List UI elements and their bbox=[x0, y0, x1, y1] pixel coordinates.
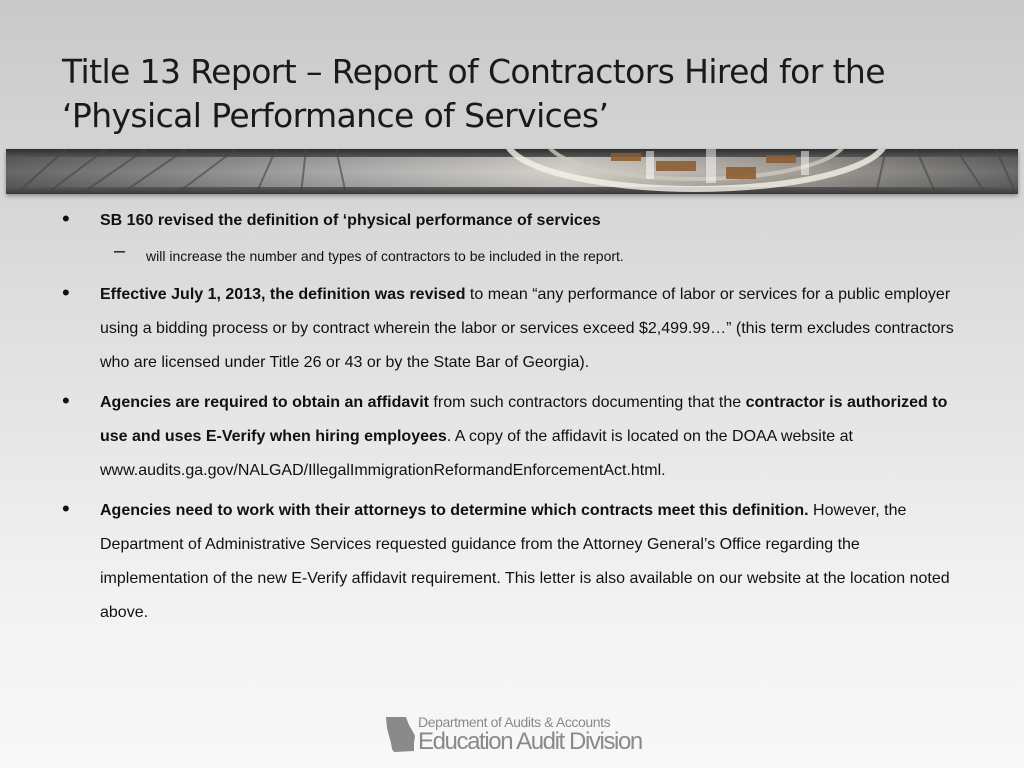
dash-marker: – bbox=[114, 240, 126, 262]
bullet-bold-text: SB 160 revised the definition of ‘physical performance of services bbox=[100, 212, 601, 229]
slide-content bbox=[62, 204, 972, 636]
bullet-bold-text: Agencies are required to obtain an affidavit bbox=[100, 394, 429, 411]
rotunda-photo bbox=[6, 149, 1018, 194]
bullet-marker: • bbox=[62, 388, 70, 413]
bullet-marker: • bbox=[62, 496, 70, 521]
bullet-text: from such contractors documenting that the bbox=[428, 394, 746, 411]
bullet-text: However, the Department of Administrative Services requested guidance from the Attorney General’s Office regarding the implementation of the new E-Verify affidavit requirement. This letter is also available on our website at the location noted above. bbox=[100, 502, 950, 621]
georgia-map-icon bbox=[384, 716, 416, 754]
bullet-attorneys bbox=[62, 494, 972, 630]
bullet-effective-date bbox=[62, 278, 972, 380]
bullet-text: to mean “any performance of labor or services for a public employer using a bidding process or by contract wherein the labor or services exceed $2,499.99…” (this term excludes contractors who are licensed under Title 26 or 43 or by the State Bar of Georgia). bbox=[100, 286, 954, 371]
slide-title: Title 13 Report – Report of Contractors Hired for the ‘Physical Performance of Services’ bbox=[62, 52, 885, 135]
bullet-affidavit bbox=[62, 386, 972, 488]
doaa-logo bbox=[384, 714, 644, 756]
bullet-bold-text: Effective July 1, 2013, the definition was revised bbox=[100, 286, 466, 303]
bullet-marker: • bbox=[62, 280, 70, 305]
logo-department-text: Department of Audits & Accounts bbox=[418, 714, 611, 730]
bullet-text-2: . A copy of the affidavit is located on the DOAA website at www.audits.ga.gov/NALGAD/IllegalImmigrationReformandEnforcementAct.html. bbox=[100, 428, 853, 479]
logo-division-text: Education Audit Division bbox=[418, 728, 642, 755]
bullet-sb160 bbox=[62, 204, 972, 238]
bullet-bold-text-2: contractor is authorized to use and uses E-Verify when hiring employees bbox=[100, 394, 948, 445]
rotunda-photo-banner bbox=[6, 149, 1018, 194]
sub-bullet-increase bbox=[62, 240, 972, 268]
bullet-marker: • bbox=[62, 206, 70, 231]
sub-bullet-text: will increase the number and types of contractors to be included in the report. bbox=[146, 248, 624, 264]
bullet-bold-text: Agencies need to work with their attorneys to determine which contracts meet this definition. bbox=[100, 502, 809, 519]
